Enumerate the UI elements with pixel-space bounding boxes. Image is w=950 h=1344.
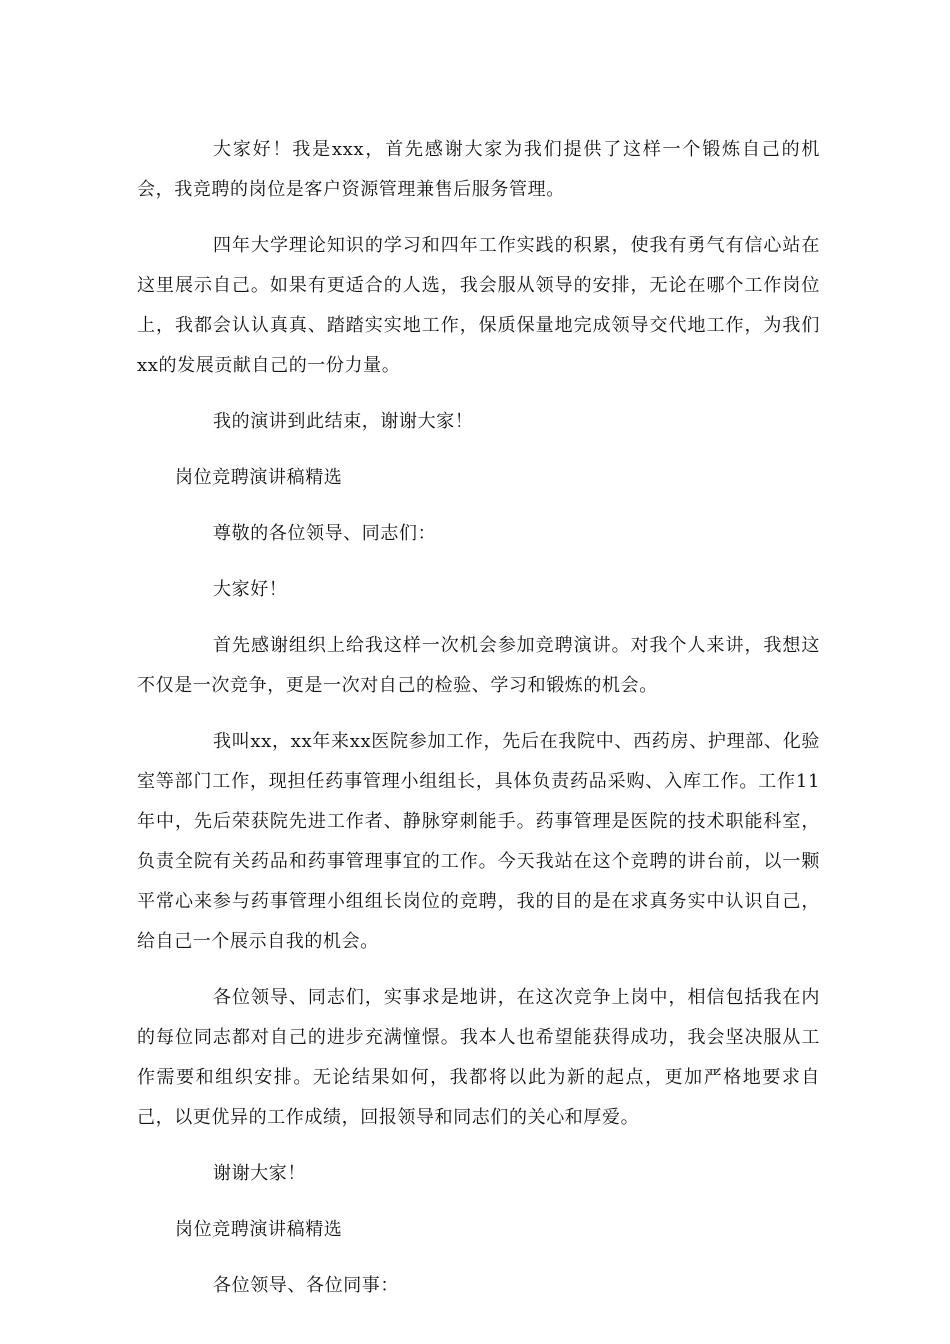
salutation: 各位领导、各位同事： [213,1275,399,1296]
paragraph: 我叫xx，xx年来xx医院参加工作，先后在我院中、西药房、护理部、化验室等部门工作，现担任药事管理小组组长，具体负责药品采购、入库工作。工作11年中，先后荣获院先进工作者、静脉穿刺能手。药事管理是医院的技术职能科室，负责全院有关药品和药事管理事宜的工作。今天我站在这个竞聘的讲台前，以一颗平常心来参与药事管理小组组长岗位的竞聘，我的目的是在求真务实中认识自己，给自己一个展示自我的机会。 [137,731,820,952]
section-title: 岗位竞聘演讲稿精选 [175,1219,343,1240]
paragraph: 我的演讲到此结束，谢谢大家！ [213,411,474,432]
closing: 谢谢大家！ [213,1163,306,1184]
section-title: 岗位竞聘演讲稿精选 [175,467,343,488]
paragraph: 四年大学理论知识的学习和四年工作实践的积累，使我有勇气有信心站在这里展示自己。如果有更适合的人选，我会服从领导的安排，无论在哪个工作岗位上，我都会认认真真、踏踏实实地工作，保质保量地完成领导交代地工作，为我们xx的发展贡献自己的一份力量。 [137,235,820,376]
paragraph: 大家好！我是xxx，首先感谢大家为我们提供了这样一个锻炼自己的机会，我竞聘的岗位是客户资源管理兼售后服务管理。 [137,139,820,200]
document-body [137,130,820,1322]
salutation: 尊敬的各位领导、同志们： [213,523,437,544]
paragraph: 首先感谢组织上给我这样一次机会参加竞聘演讲。对我个人来讲，我想这不仅是一次竞争，更是一次对自己的检验、学习和锻炼的机会。 [137,635,820,696]
greeting: 大家好！ [213,579,288,600]
paragraph: 各位领导、同志们，实事求是地讲，在这次竞争上岗中，相信包括我在内的每位同志都对自己的进步充满憧憬。我本人也希望能获得成功，我会坚决服从工作需要和组织安排。无论结果如何，我都将以此为新的起点，更加严格地要求自己，以更优异的工作成绩，回报领导和同志们的关心和厚爱。 [137,987,820,1128]
